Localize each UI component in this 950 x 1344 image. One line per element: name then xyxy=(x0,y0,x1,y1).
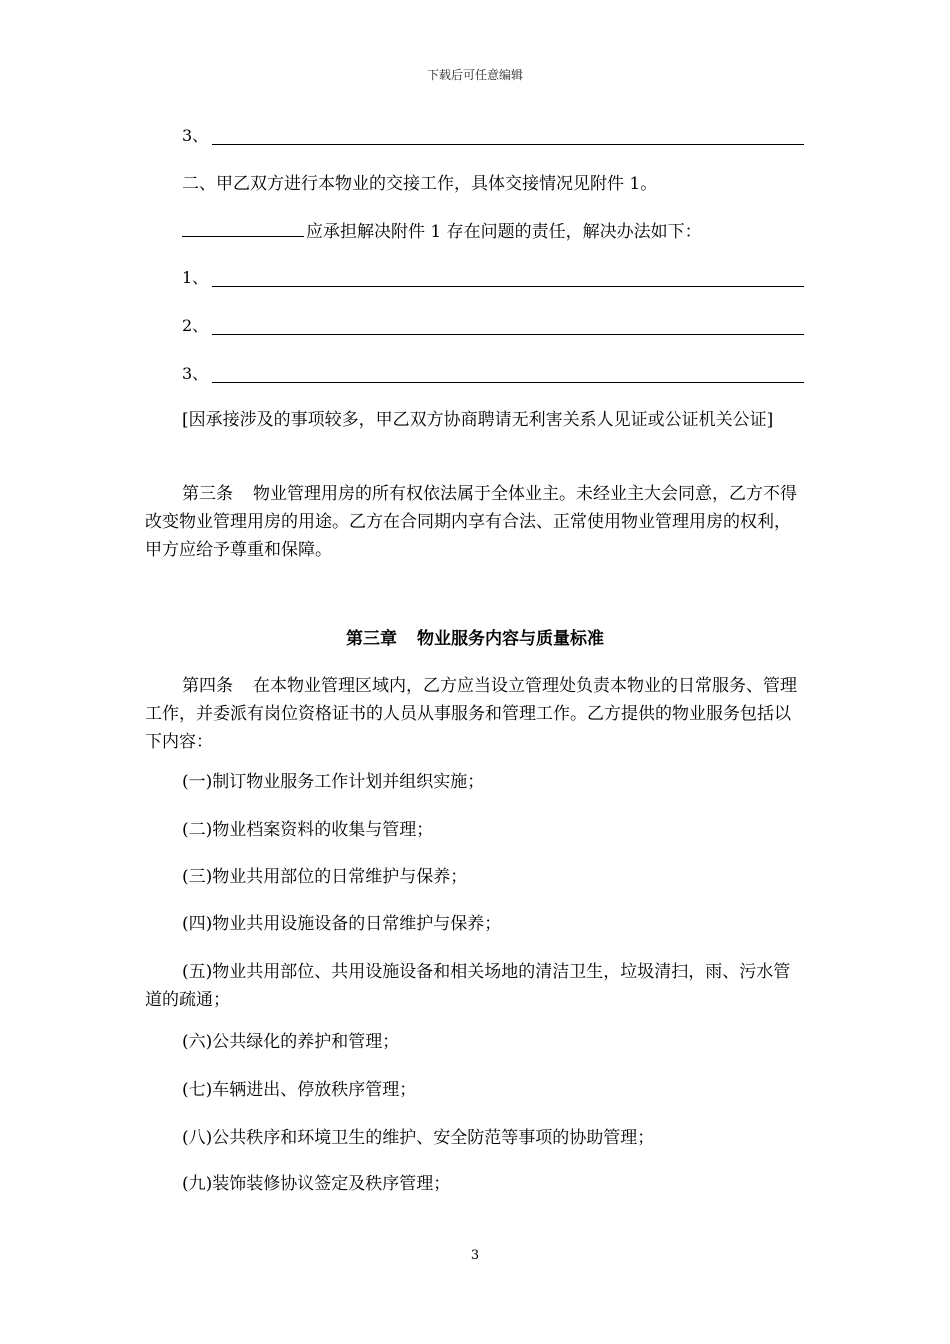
service-item: (一)制订物业服务工作计划并组织实施； xyxy=(182,772,485,792)
service-item: (九)装饰装修协议签定及秩序管理； xyxy=(182,1174,451,1194)
responsible-party-blank[interactable] xyxy=(182,218,304,237)
article-4-text: 在本物业管理区域内，乙方应当设立管理处负责本物业的日常服务、管理工作，并委派有岗位资格证书的人员从事服务和管理工作。乙方提供的物业服务包括以下内容： xyxy=(145,676,797,752)
chapter-title: 物业服务内容与质量标准 xyxy=(417,629,604,649)
responsibility-text: 应承担解决附件 1 存在问题的责任，解决办法如下： xyxy=(306,222,702,242)
article-4-label: 第四条 xyxy=(182,676,233,696)
handover-paragraph: 二、甲乙双方进行本物业的交接工作，具体交接情况见附件 1。 xyxy=(182,174,658,194)
fill-in-line-1[interactable] xyxy=(182,266,804,290)
line-number: 3、 xyxy=(182,126,209,145)
page-header: 下载后可任意编辑 xyxy=(426,68,523,82)
article-4 xyxy=(145,672,805,756)
blank-line xyxy=(212,334,804,335)
service-item: (八)公共秩序和环境卫生的维护、安全防范等事项的协助管理； xyxy=(182,1128,655,1148)
article-3 xyxy=(145,480,805,564)
line-number: 3、 xyxy=(182,364,209,383)
blank-line xyxy=(212,286,804,287)
witness-paragraph: [因承接涉及的事项较多，甲乙双方协商聘请无利害关系人见证或公证机关公证] xyxy=(182,410,774,430)
blank-line xyxy=(212,144,804,145)
blank-line xyxy=(212,382,804,383)
service-item: (六)公共绿化的养护和管理； xyxy=(182,1032,400,1052)
chapter-label: 第三章 xyxy=(346,629,397,649)
service-item: (五)物业共用部位、共用设施设备和相关场地的清洁卫生，垃圾清扫，雨、污水管道的疏通； xyxy=(145,962,791,1010)
service-item: (七)车辆进出、停放秩序管理； xyxy=(182,1080,417,1100)
chapter-3-heading xyxy=(0,624,950,649)
service-item: (三)物业共用部位的日常维护与保养； xyxy=(182,867,468,887)
line-number: 1、 xyxy=(182,268,209,287)
service-item: (二)物业档案资料的收集与管理； xyxy=(182,820,434,840)
fill-in-line-3[interactable] xyxy=(182,362,804,386)
responsibility-paragraph xyxy=(182,218,805,246)
line-number: 2、 xyxy=(182,316,209,335)
article-3-label: 第三条 xyxy=(182,484,233,504)
service-item: (四)物业共用设施设备的日常维护与保养； xyxy=(182,914,502,934)
page-number: 3 xyxy=(470,1248,480,1263)
fill-in-line-2[interactable] xyxy=(182,314,804,338)
fill-in-line-3-top[interactable] xyxy=(182,124,804,148)
article-3-text: 物业管理用房的所有权依法属于全体业主。未经业主大会同意，乙方不得改变物业管理用房的用途。乙方在合同期内享有合法、正常使用物业管理用房的权利，甲方应给予尊重和保障。 xyxy=(145,484,797,560)
